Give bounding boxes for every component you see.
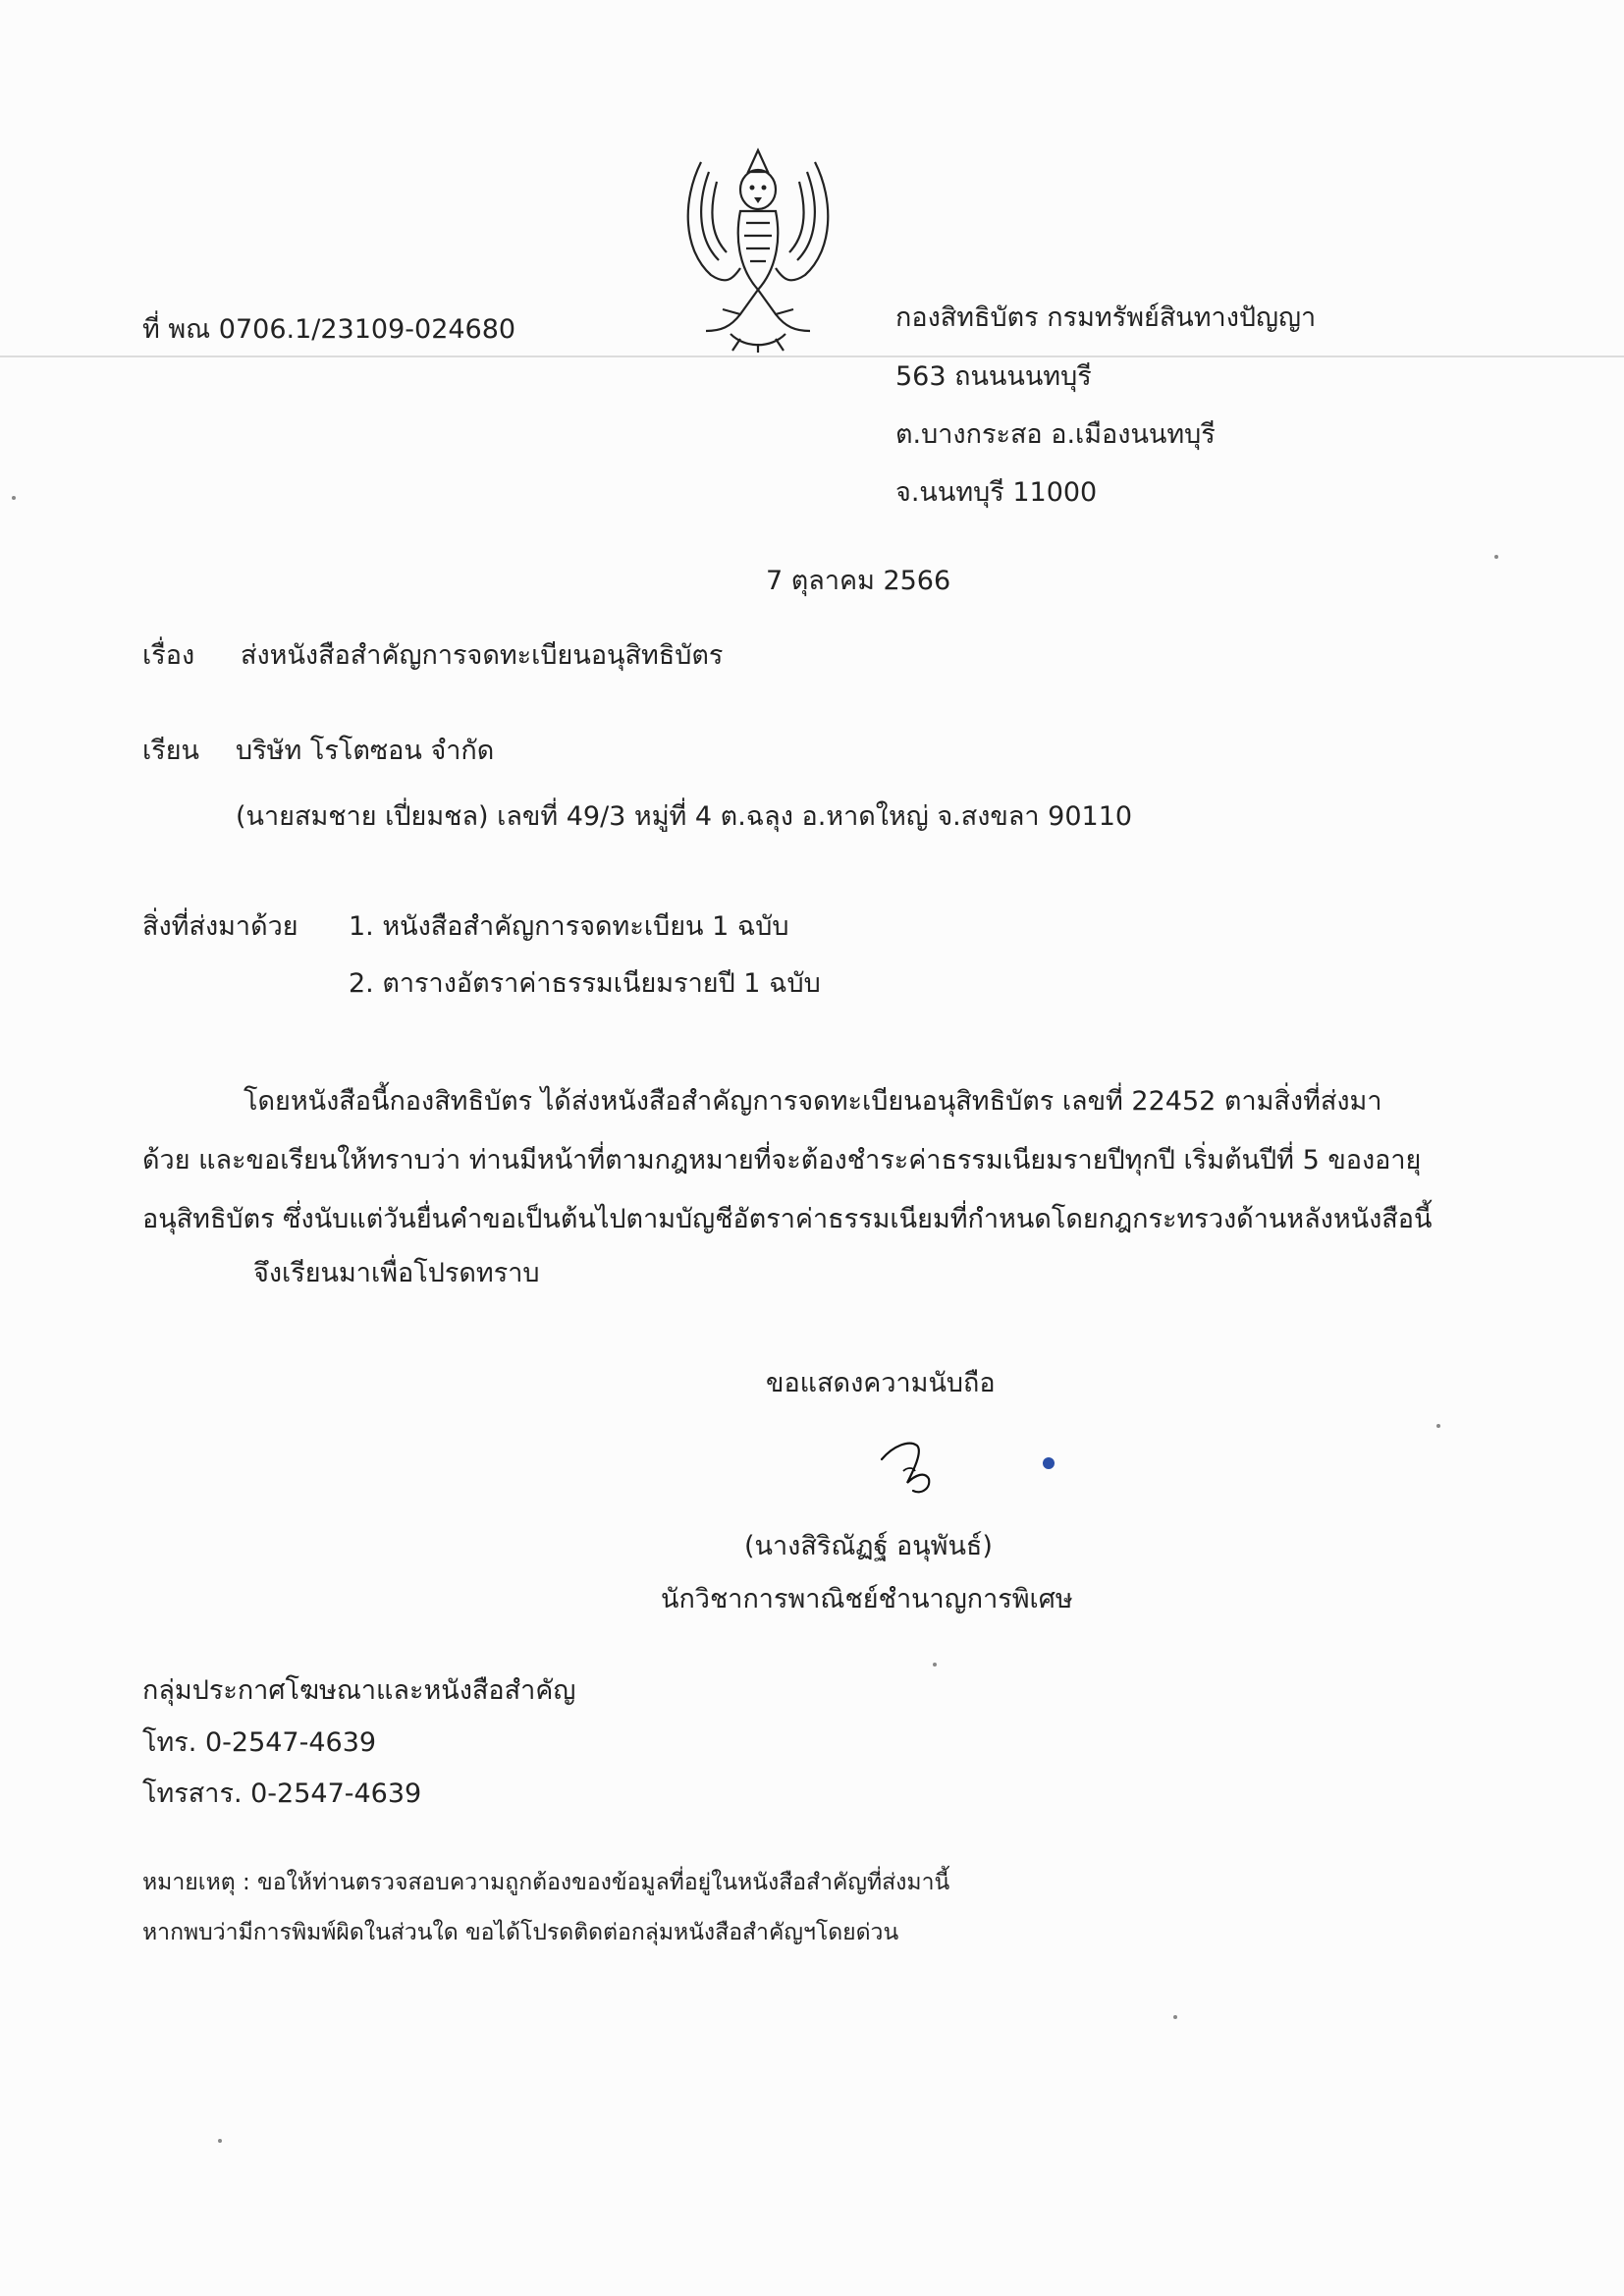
contact-phone: โทร. 0-2547-4639 xyxy=(142,1727,377,1758)
handwritten-signature xyxy=(874,1432,992,1501)
body-line: อนุสิทธิบัตร ซึ่งนับแต่วันยื่นคำขอเป็นต้นไปตามบัญชีอัตราค่าธรรมเนียมที่กำหนดโดยกฎกระทรวงด้านหลังหนังสือนี้ xyxy=(142,1204,1433,1234)
contact-group: กลุ่มประกาศโฆษณาและหนังสือสำคัญ xyxy=(142,1675,576,1706)
enclosure-item: 1. หนังสือสำคัญการจดทะเบียน 1 ฉบับ xyxy=(349,911,789,942)
scan-line xyxy=(0,355,1624,357)
org-name: กองสิทธิบัตร กรมทรัพย์สินทางปัญญา xyxy=(895,302,1317,333)
subject-text: ส่งหนังสือสำคัญการจดทะเบียนอนุสิทธิบัตร xyxy=(241,640,724,671)
note-line: หากพบว่ามีการพิมพ์ผิดในส่วนใด ขอได้โปรดติดต่อกลุ่มหนังสือสำคัญฯโดยด่วน xyxy=(142,1920,899,1945)
body-paragraph xyxy=(142,1072,1463,1249)
reference-number: ที่ พณ 0706.1/23109-024680 xyxy=(142,314,516,345)
signatory-name: (นางสิริณัฏฐ์ อนุพันธ์) xyxy=(744,1531,993,1561)
closing-sentence: จึงเรียนมาเพื่อโปรดทราบ xyxy=(253,1258,540,1288)
subject-label: เรื่อง xyxy=(142,640,195,671)
enclosures-label: สิ่งที่ส่งมาด้วย xyxy=(142,911,298,942)
body-line: ด้วย และขอเรียนให้ทราบว่า ท่านมีหน้าที่ตามกฎหมายที่จะต้องชำระค่าธรรมเนียมรายปีทุกปี เริ่มต้นปีที่ 5 ของอายุ xyxy=(142,1145,1422,1175)
salutation: ขอแสดงความนับถือ xyxy=(766,1368,996,1398)
recipient-name: บริษัท โรโตซอน จำกัด xyxy=(236,736,495,766)
letter-date: 7 ตุลาคม 2566 xyxy=(766,566,951,596)
scan-speck xyxy=(1494,555,1498,559)
signatory-position: นักวิชาการพาณิชย์ชำนาญการพิเศษ xyxy=(661,1584,1073,1614)
org-address-district: ต.บางกระสอ อ.เมืองนนทบุรี xyxy=(895,419,1216,450)
scan-speck xyxy=(933,1663,937,1667)
org-address-street: 563 ถนนนนทบุรี xyxy=(895,361,1092,392)
body-line: โดยหนังสือนี้กองสิทธิบัตร ได้ส่งหนังสือสำคัญการจดทะเบียนอนุสิทธิบัตร เลขที่ 22452 ตามสิ่งที่ส่งมา xyxy=(244,1086,1382,1117)
enclosure-item: 2. ตารางอัตราค่าธรรมเนียมรายปี 1 ฉบับ xyxy=(349,968,821,999)
contact-fax: โทรสาร. 0-2547-4639 xyxy=(142,1778,422,1809)
scan-speck xyxy=(218,2139,222,2143)
scan-speck xyxy=(1173,2015,1177,2019)
recipient-address: (นายสมชาย เปี่ยมชล) เลขที่ 49/3 หมู่ที่ 4 ต.ฉลุง อ.หาดใหญ่ จ.สงขลา 90110 xyxy=(236,801,1133,832)
org-address-province: จ.นนทบุรี 11000 xyxy=(895,477,1098,508)
recipient-label: เรียน xyxy=(142,736,200,766)
scan-speck xyxy=(12,496,16,500)
note-line: หมายเหตุ : ขอให้ท่านตรวจสอบความถูกต้องของข้อมูลที่อยู่ในหนังสือสำคัญที่ส่งมานี้ xyxy=(142,1870,950,1895)
garuda-emblem-icon xyxy=(672,142,844,354)
scan-speck xyxy=(1436,1424,1440,1428)
ink-dot xyxy=(1043,1457,1055,1469)
